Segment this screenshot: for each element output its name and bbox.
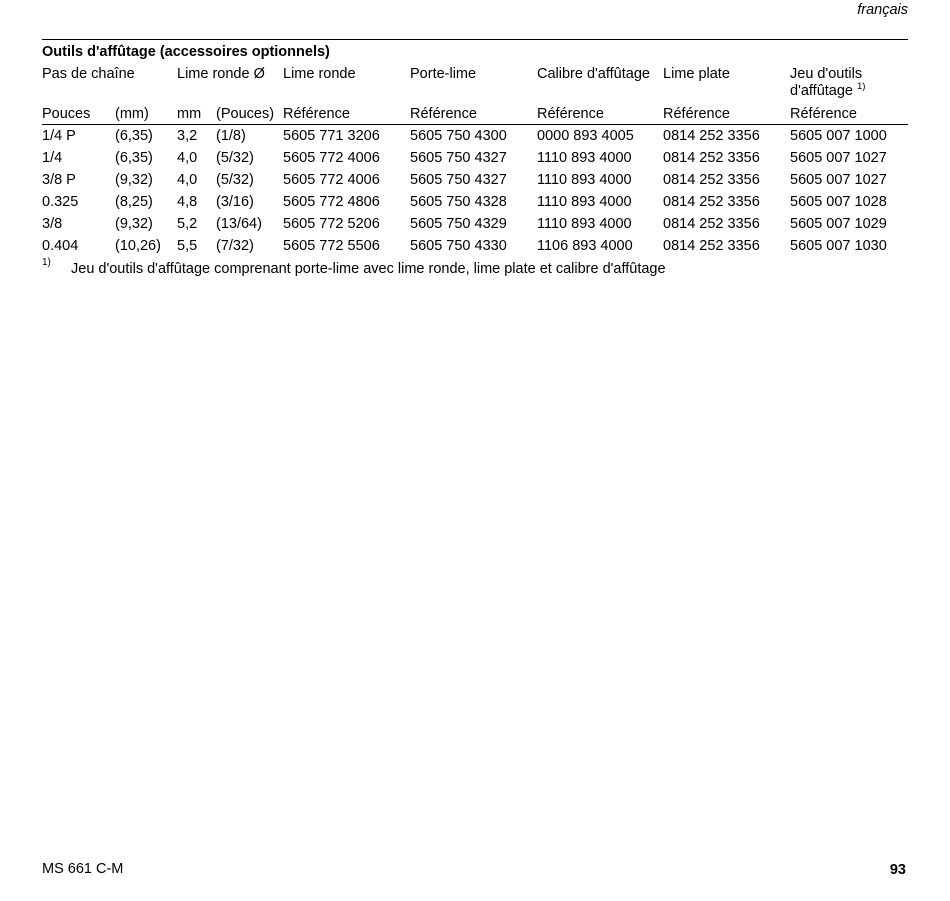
cell-jeu-outils-ref: 5605 007 1027	[790, 172, 887, 188]
unit-header-lime-plate-ref: Référence	[663, 106, 730, 122]
cell-jeu-outils-ref: 5605 007 1028	[790, 194, 887, 210]
header-jeu-line2: d'affûtage	[790, 83, 853, 99]
header-lime-ronde-diam: Lime ronde Ø	[177, 66, 265, 82]
header-jeu-outils	[790, 66, 865, 100]
header-pas-de-chaine: Pas de chaîne	[42, 66, 135, 82]
cell-mm: (6,35)	[115, 150, 153, 166]
cell-lime-pouces: (5/32)	[216, 150, 254, 166]
unit-header-mm: (mm)	[115, 106, 149, 122]
unit-header-jeu-outils-ref: Référence	[790, 106, 857, 122]
cell-lime-pouces: (3/16)	[216, 194, 254, 210]
cell-calibre-ref: 1110 893 4000	[537, 194, 632, 210]
page-number: 93	[889, 862, 906, 878]
cell-porte-lime-ref: 5605 750 4330	[410, 238, 507, 254]
cell-mm: (8,25)	[115, 194, 153, 210]
language-label: français	[857, 2, 908, 18]
unit-header-lime-pouces: (Pouces)	[216, 106, 275, 122]
unit-header-lime-ronde-ref: Référence	[283, 106, 350, 122]
cell-mm: (10,26)	[115, 238, 161, 254]
cell-lime-plate-ref: 0814 252 3356	[663, 194, 760, 210]
cell-mm: (9,32)	[115, 172, 153, 188]
cell-porte-lime-ref: 5605 750 4328	[410, 194, 507, 210]
cell-lime-ronde-ref: 5605 771 3206	[283, 128, 380, 144]
header-porte-lime: Porte-lime	[410, 66, 477, 82]
footnote-text: Jeu d'outils d'affûtage comprenant porte-lime avec lime ronde, lime plate et calibre d'affûtage	[71, 261, 666, 277]
cell-porte-lime-ref: 5605 750 4327	[410, 150, 507, 166]
cell-lime-mm: 5,5	[177, 238, 198, 254]
cell-pouces: 3/8 P	[42, 172, 76, 188]
header-lime-plate: Lime plate	[663, 66, 730, 82]
cell-calibre-ref: 1110 893 4000	[537, 172, 632, 188]
cell-pouces: 0.404	[42, 238, 79, 254]
cell-pouces: 3/8	[42, 216, 63, 232]
cell-lime-mm: 4,0	[177, 150, 198, 166]
cell-pouces: 0.325	[42, 194, 79, 210]
unit-header-pouces: Pouces	[42, 106, 91, 122]
cell-jeu-outils-ref: 5605 007 1029	[790, 216, 887, 232]
cell-porte-lime-ref: 5605 750 4327	[410, 172, 507, 188]
header-jeu-line1: Jeu d'outils	[790, 66, 863, 82]
cell-calibre-ref: 1106 893 4000	[537, 238, 633, 254]
cell-porte-lime-ref: 5605 750 4300	[410, 128, 507, 144]
top-rule	[42, 39, 908, 40]
header-lime-ronde: Lime ronde	[283, 66, 356, 82]
header-calibre: Calibre d'affûtage	[537, 66, 650, 82]
unit-header-porte-lime-ref: Référence	[410, 106, 477, 122]
cell-lime-plate-ref: 0814 252 3356	[663, 150, 760, 166]
cell-lime-mm: 3,2	[177, 128, 198, 144]
cell-lime-ronde-ref: 5605 772 5206	[283, 216, 380, 232]
cell-lime-mm: 5,2	[177, 216, 198, 232]
unit-header-lime-mm: mm	[177, 106, 202, 122]
cell-pouces: 1/4 P	[42, 128, 76, 144]
model-name: MS 661 C-M	[42, 861, 124, 877]
cell-mm: (9,32)	[115, 216, 153, 232]
cell-calibre-ref: 1110 893 4000	[537, 216, 632, 232]
cell-lime-plate-ref: 0814 252 3356	[663, 238, 760, 254]
cell-jeu-outils-ref: 5605 007 1000	[790, 128, 887, 144]
cell-calibre-ref: 0000 893 4005	[537, 128, 634, 144]
cell-lime-ronde-ref: 5605 772 4006	[283, 172, 380, 188]
cell-lime-pouces: (13/64)	[216, 216, 262, 232]
cell-lime-ronde-ref: 5605 772 4006	[283, 150, 380, 166]
cell-mm: (6,35)	[115, 128, 153, 144]
cell-lime-ronde-ref: 5605 772 4806	[283, 194, 380, 210]
cell-lime-plate-ref: 0814 252 3356	[663, 128, 760, 144]
cell-jeu-outils-ref: 5605 007 1027	[790, 150, 887, 166]
footnote-mark: 1)	[42, 257, 51, 268]
cell-lime-pouces: (7/32)	[216, 238, 254, 254]
header-jeu-footnote-mark: 1)	[857, 81, 866, 93]
cell-lime-plate-ref: 0814 252 3356	[663, 172, 760, 188]
header-rule	[42, 124, 908, 125]
cell-pouces: 1/4	[42, 150, 63, 166]
cell-jeu-outils-ref: 5605 007 1030	[790, 238, 887, 254]
cell-lime-plate-ref: 0814 252 3356	[663, 216, 760, 232]
cell-lime-mm: 4,0	[177, 172, 198, 188]
table-title: Outils d'affûtage (accessoires optionnels)	[42, 44, 330, 60]
cell-calibre-ref: 1110 893 4000	[537, 150, 632, 166]
cell-lime-ronde-ref: 5605 772 5506	[283, 238, 380, 254]
unit-header-calibre-ref: Référence	[537, 106, 604, 122]
cell-lime-pouces: (1/8)	[216, 128, 246, 144]
cell-lime-pouces: (5/32)	[216, 172, 254, 188]
cell-lime-mm: 4,8	[177, 194, 198, 210]
cell-porte-lime-ref: 5605 750 4329	[410, 216, 507, 232]
